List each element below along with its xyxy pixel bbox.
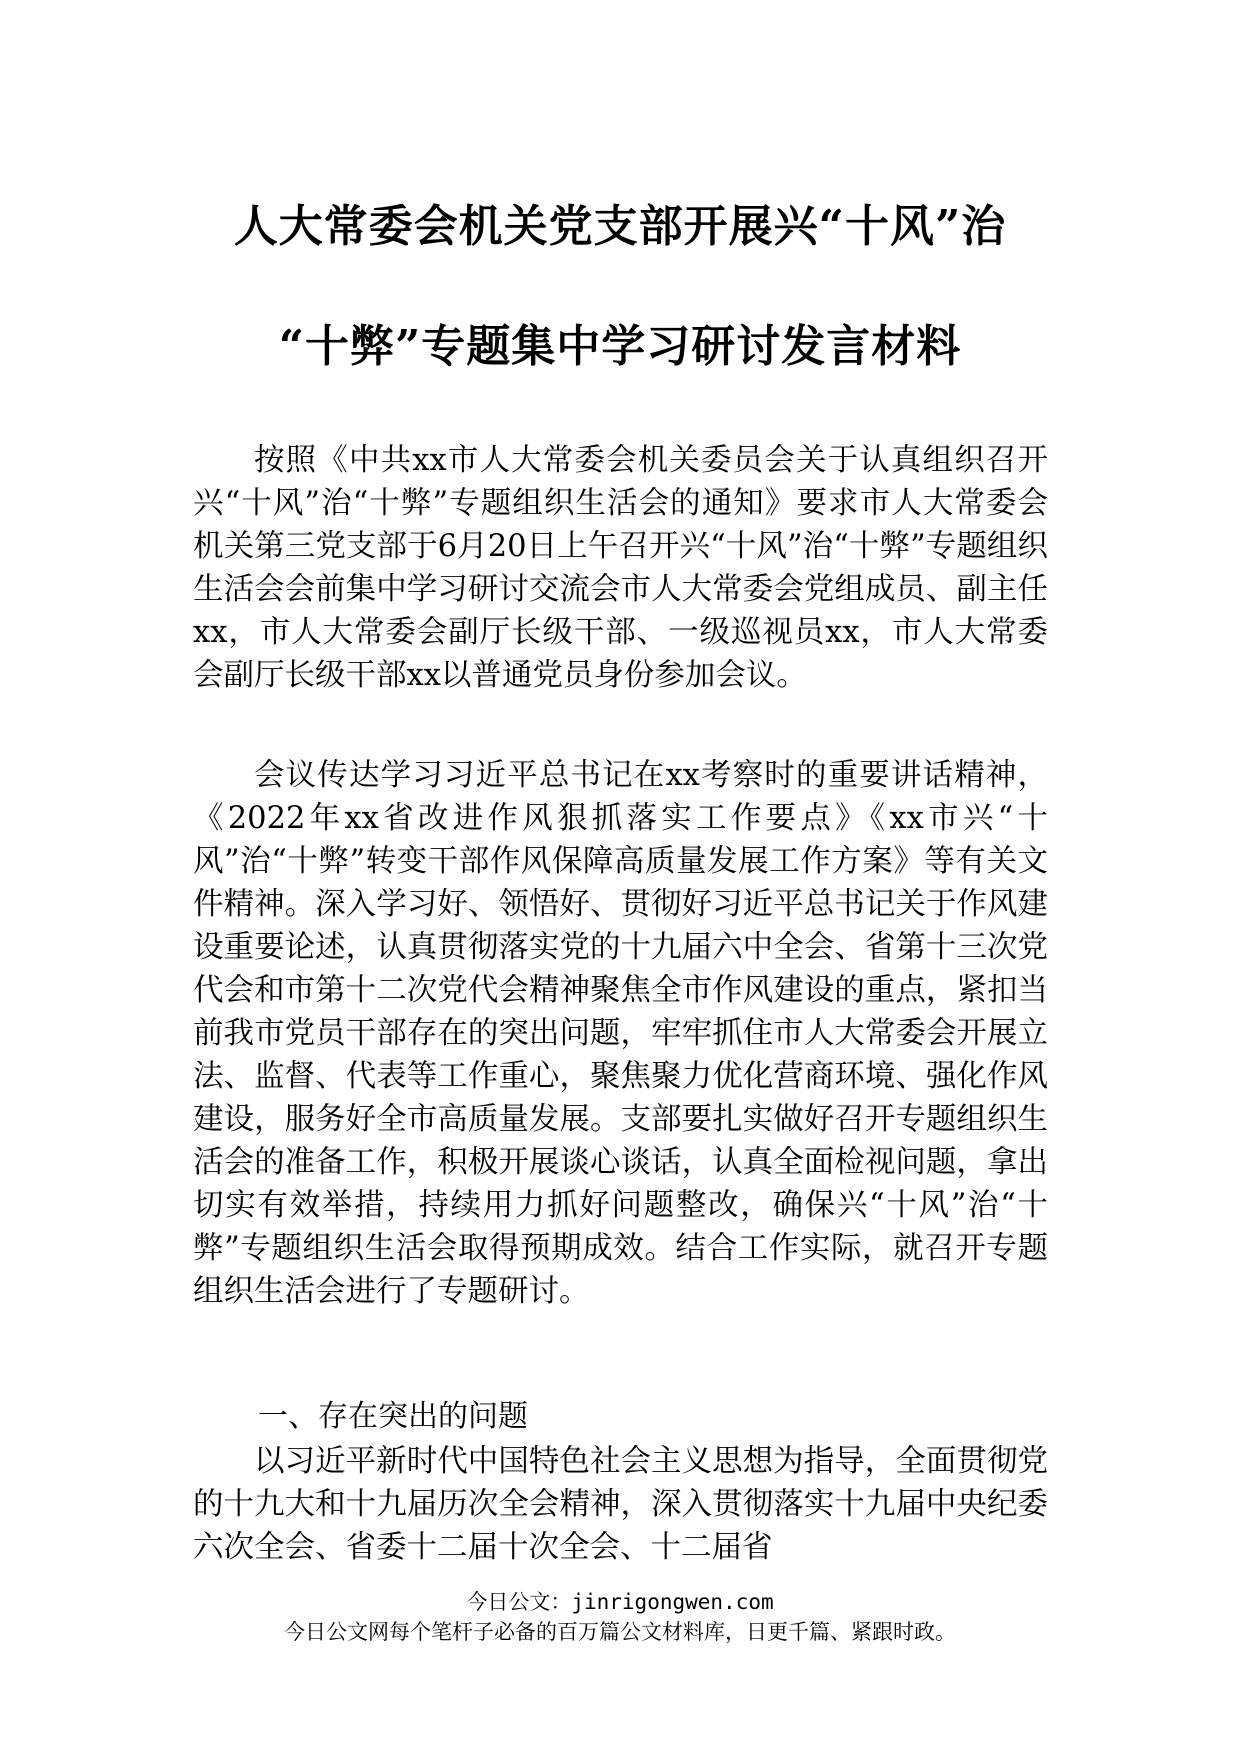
footer-site-label: 今日公文： — [466, 1590, 572, 1614]
footer-slogan: 今日公文网每个笔杆子必备的百万篇公文材料库，日更千篇、紧跟时政。 — [284, 1620, 956, 1644]
body-paragraph-2: 会议传达学习习近平总书记在xx考察时的重要讲话精神，《2022年xx省改进作风狠抓落实工作要点》《xx市兴“十风”治“十弊”转变干部作风保障高质量发展工作方案》等有关文件精神。深入学习好、领悟好、贯彻好习近平总书记关于作风建设重要论述，认真贯彻落实党的十九届六中全会、省第十三次党代会和市第十二次党代会精神聚焦全市作风建设的重点，紧扣当前我市党员干部存在的突出问题，牢牢抓住市人大常委会开展立法、监督、代表等工作重心，聚焦聚力优化营商环境、强化作风建设，服务好全市高质量发展。支部要扎实做好召开专题组织生活会的准备工作，积极开展谈心谈话，认真全面检视问题，拿出切实有效举措，持续用力抓好问题整改，确保兴“十风”治“十弊”专题组织生活会取得预期成效。结合工作实际，就召开专题组织生活会进行了专题研讨。 — [193, 758, 1048, 1309]
document-title-line-1: 人大常委会机关党支部开展兴“十风”治 — [233, 201, 1007, 252]
footer-site-url[interactable]: jinrigongwen.com — [571, 1590, 774, 1614]
body-paragraph-1: 按照《中共xx市人大常委会机关委员会关于认真组织召开兴“十风”治“十弊”专题组织生活会的通知》要求市人大常委会机关第三党支部于6月20日上午召开兴“十风”治“十弊”专题组织生活会会前集中学习研讨交流会市人大常委会党组成员、副主任xx，市人大常委会副厅长级干部、一级巡视员xx，市人大常委会副厅长级干部xx以普通党员身份参加会议。 — [193, 443, 1048, 693]
body-paragraph-3: 以习近平新时代中国特色社会主义思想为指导，全面贯彻党的十九大和十九届历次全会精神，深入贯彻落实十九届中央纪委六次全会、省委十二届十次全会、十二届省 — [193, 1444, 1048, 1565]
footer-site-line — [0, 1588, 1240, 1616]
section-heading-1: 一、存在突出的问题 — [258, 1399, 528, 1434]
document-title-line-2: “十弊”专题集中学习研讨发言材料 — [278, 321, 962, 372]
